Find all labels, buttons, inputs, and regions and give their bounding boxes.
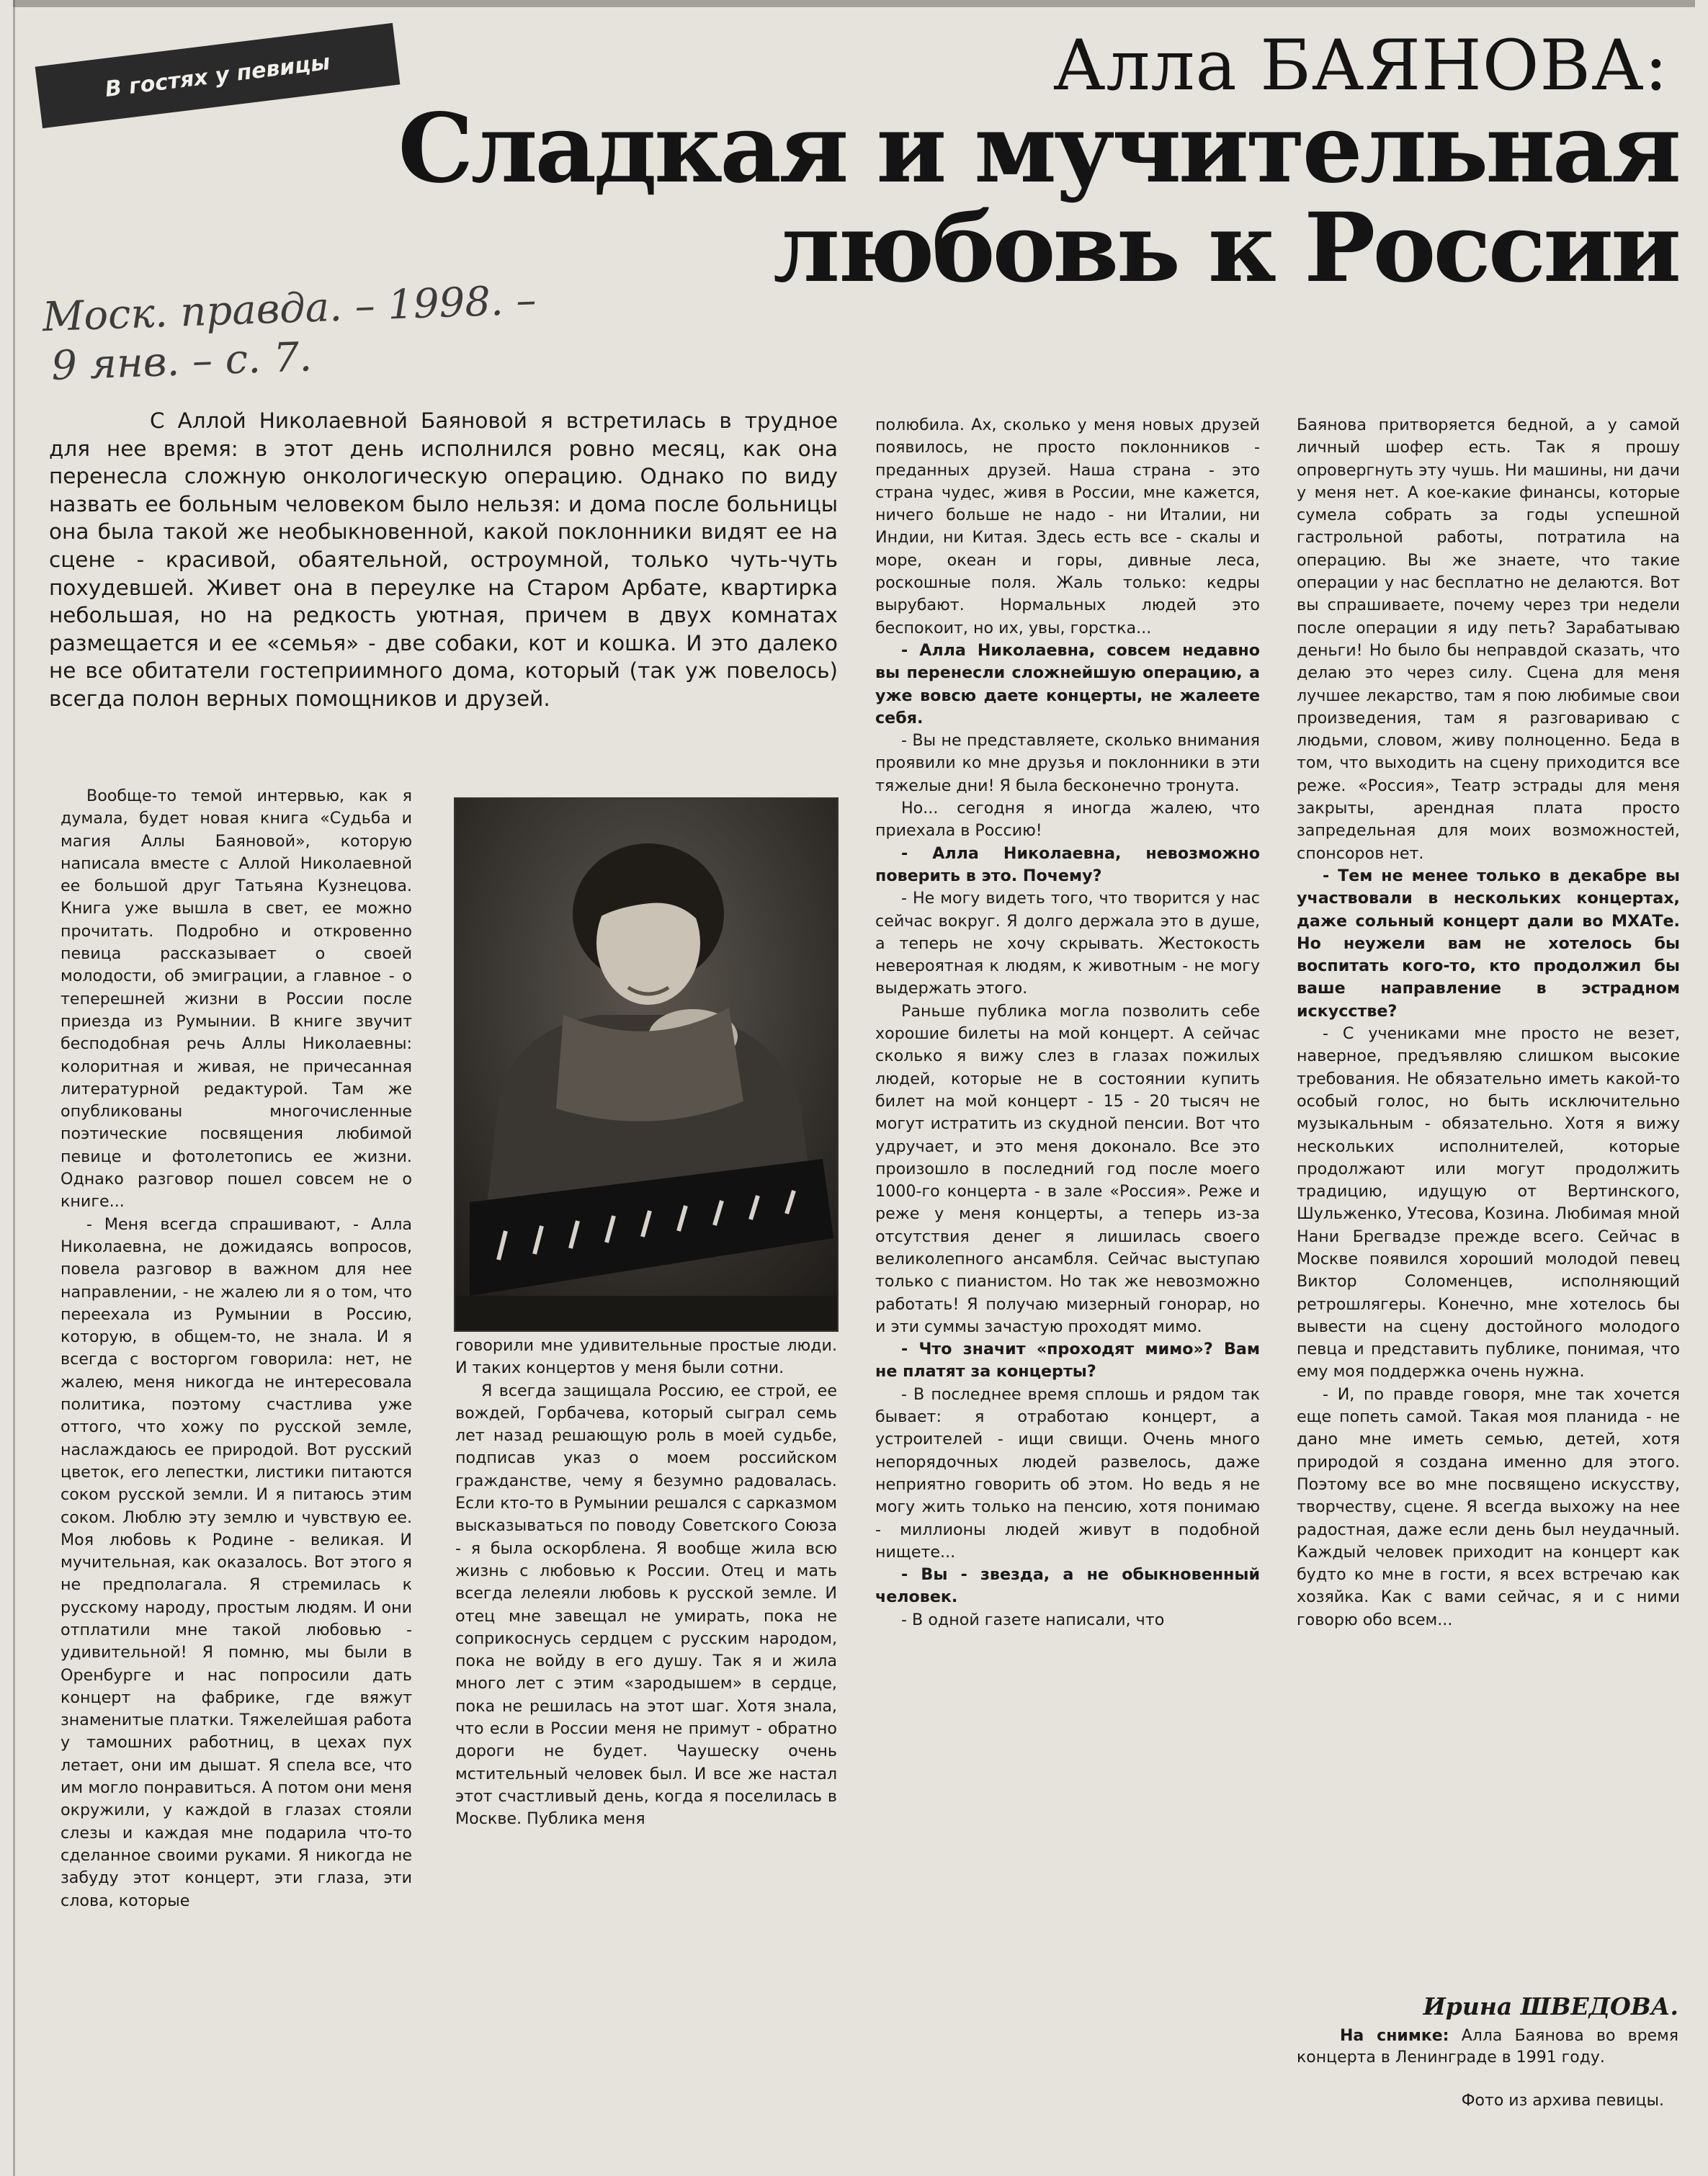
paragraph: - И, по правде говоря, мне так хочется еще попеть самой. Такая моя планида - не дано мне иметь семью, детей, хотя природой я создана именно для этого. Поэтому все во мне посвящено искусству, творчеству, сцене. Я всегда выхожу на нее радостная, даже если день был неудачный. Каждый человек приходит на концерт как будто ко мне в гости, я всех встречаю как хозяйка. Как с вами сейчас, я и с ними говорю обо всем...	[1297, 1384, 1680, 1629]
paragraph: говорили мне удивительные простые люди. И таких концертов у меня были сотни.	[455, 1336, 837, 1378]
paragraph: - С учениками мне просто не везет, наверное, предъявляю слишком высокие требования. Не обязательно иметь какой-то особый голос, но быть исключительно музыкальным - обязательно. Хотя я вижу нескольких исполнителей, которые продолжают или могут продолжить традицию, идущую от Вертинского, Шульженко, Утесова, Козина. Любимая мной Нани Брегвадзе прежде всего. Сейчас в Москве появился хороший молодой певец Виктор Соломенцев, исполняющий ретрошлягеры. Конечно, мне хотелось бы вывести на сцену достойного молодого певца и представить публике, понимая, что ему моя поддержка очень нужна.	[1297, 1024, 1680, 1382]
headline	[223, 93, 1678, 304]
headline-line-2: любовь к России	[773, 192, 1678, 304]
paragraph: - Меня всегда спрашивают, - Алла Николаевна, не дожидаясь вопросов, повела разговор в важном для нее направлении, - не жалею ли я о том, что переехала из Румынии в Россию, которую, в общем-то, не знала. И я всегда с восторгом говорила: нет, не жалею, меня никогда не интересовала политика, поэтому счастлива уже оттого, что хожу по русской земле, наслаждаюсь ее природой. Вот русский цветок, его лепестки, листики питаются соком русской земли. И я питаюсь этим соком. Люблю эту землю и чувствую ее. Моя любовь к Родине - великая. И мучительная, как оказалось. Вот этого я не предполагала. Я стремилась к русскому народу, простым людям. И они отплатили мне такой любовью - удивительной! Я помню, мы были в Оренбурге и нас попросили дать концерт на фабрике, где вяжут знаменитые платки. Тяжелейшая работа у тамошних работниц, в цехах пух летает, они им дышат. Я спела все, что им могло понравиться. А потом они меня окружили, у каждой в глазах стояли слезы и каждая мне подарила что-то сделанное своими руками. Я никогда не забуду этот концерт, эти глаза, эти слова, которые	[61, 1214, 412, 1910]
top-border-rule	[13, 0, 1695, 7]
singer-photo	[454, 797, 839, 1332]
paragraph: Баянова притворяется бедной, а у самой личный шофер есть. Так я прошу опровергнуть эту чушь. Ни машины, ни дачи у меня нет. А кое-какие финансы, которые сумела собрать за годы успешной гастрольной работы, потратила на операцию. Вы же знаете, что такие операции у нас бесплатно не делаются. Вот вы спрашиваете, почему через три недели после операции я иду петь? Зарабатываю деньги! Но было бы неправдой сказать, что делаю это через силу. Сцена для меня лучшее лекарство, там я пою любимые свои произведения, там я разговариваю с людьми, словом, живу полноценно. Беда в том, что выходить на сцену приходится все реже. «Россия», Театр эстрады для меня закрыты, арендная плата просто запредельная для моих возможностей, спонсоров нет.	[1297, 416, 1680, 863]
interviewer-question: - Алла Николаевна, невозможно поверить в это. Почему?	[875, 843, 1260, 885]
caption-label: На снимке:	[1340, 2027, 1449, 2045]
paragraph: Раньше публика могла позволить себе хорошие билеты на мой концерт. А сейчас сколько я вижу слез в глазах пожилых людей, которые не в состоянии купить билет на мой концерт - 15 - 20 тысяч не могут истратить из скудной пенсии. Вот что удручает, и это меня доконало. Все это произошло в последний год после моего 1000-го концерта - в зале «Россия». Реже и реже у меня концерты, а теперь из-за отсутствия денег я лишилась своего великолепного ансамбля. Сейчас выступаю только с пианистом. Но так же невозможно работать! Я получаю мизерный гонорар, но и эти суммы зачастую проходят мимо.	[875, 1001, 1260, 1336]
paragraph: - Вы не представляете, сколько внимания проявили ко мне друзья и поклонники в эти тяжелые дни! Я была бесконечно тронута.	[875, 731, 1260, 795]
caption-text: Алла Баянова во время концерта в Ленинграде в 1991 году.	[1297, 2027, 1678, 2067]
article-column-3	[875, 414, 1260, 1631]
handwritten-source-note	[42, 276, 549, 391]
paragraph: Я всегда защищала Россию, ее строй, ее вождей, Горбачева, который сыграл семь лет назад решающую роль в моей судьбе, подписав указ о моем российском гражданстве, чему я безумно радовалась. Если кто-то в Румынии решался с сарказмом высказываться по поводу Советского Союза - я была оскорблена. Я вообще жила всю жизнь с любовью к России. Отец и мать всегда лелеяли любовь к русской земле. И отец мне завещал не умирать, пока не соприкоснусь сердцем с русским народом, пока не войду в его душу. Так я и жила много лет с этим «зародышем» в сердце, пока не решилась на этот шаг. Хотя знала, что если в России меня не примут - обратно дороги не будет. Чаушеску очень мстительный человек был. И все же настал этот счастливый день, когда я поселилась в Москве. Публика меня	[455, 1381, 837, 1829]
singer-photo-illustration	[455, 799, 837, 1330]
headline-line-1: Сладкая и мучительная	[398, 93, 1678, 205]
interviewer-question: - Алла Николаевна, совсем недавно вы перенесли сложнейшую операцию, а уже вовсю даете концерты, не жалеете себя.	[875, 640, 1260, 727]
handwritten-note-line-2: 9 янв. – с. 7.	[50, 333, 313, 390]
interviewer-question: - Тем не менее только в декабре вы участвовали в нескольких концертах, даже сольный концерт дали во МХАТе. Но неужели вам не хотелось бы воспитать кого-то, кто продолжил бы ваше направление в эстрадном искусстве?	[1297, 866, 1680, 1021]
headline-kicker: Алла БАЯНОВА:	[1052, 25, 1668, 106]
interviewer-question: - Что значит «проходят мимо»? Вам не платят за концерты?	[875, 1340, 1260, 1382]
article-column-4	[1297, 414, 1680, 1631]
article-column-1	[61, 785, 412, 1912]
photo-credit: Фото из архива певицы.	[1461, 2092, 1664, 2110]
section-rubric-label: В гостях у певицы	[103, 49, 332, 102]
paragraph: - В последнее время сплошь и рядом так бывает: я отработаю концерт, а устроителей - ищи свищи. Очень много непорядочных людей развелось, даже неприятно говорить об этом. Но ведь я не могу жить только на пенсию, хотя понимаю - миллионы людей живут в подобной нищете...	[875, 1384, 1260, 1562]
photo-caption	[1297, 2025, 1678, 2069]
paragraph: Но... сегодня я иногда жалею, что приехала в Россию!	[875, 799, 1260, 841]
paragraph: - Не могу видеть того, что творится у нас сейчас вокруг. Я долго держала это в душе, а теперь не хочу скрывать. Жестокость невероятная к людям, к животным - не могу выдержать этого.	[875, 889, 1260, 998]
article-column-2	[455, 1335, 837, 1831]
left-border-rule	[13, 0, 15, 2176]
paragraph: Вообще-то темой интервью, как я думала, будет новая книга «Судьба и магия Аллы Баяновой», которую написала вместе с Аллой Николаевной ее большой друг Татьяна Кузнецова. Книга уже вышла в свет, ее можно прочитать. Подробно и откровенно певица рассказывает о своей молодости, об эмиграции, а главное - о теперешней жизни в России после приезда из Румынии. В книге звучит бесподобная речь Аллы Николаевны: колоритная и живая, не причесанная литературной редактурой. Там же опубликованы многочисленные поэтические посвящения любимой певице и фотолетопись ее жизни. Однако разговор пошел совсем не о книге...	[61, 787, 412, 1212]
lead-paragraph: С Аллой Николаевной Баяновой я встретилась в трудное для нее время: в этот день исполнился ровно месяц, как она перенесла сложную онкологическую операцию. Однако по виду назвать ее больным человеком было нельзя: и дома после больницы она была такой же необыкновенной, какой поклонники видят ее на сцене - красивой, обаятельной, остроумной, только чуть-чуть похудевшей. Живет она в переулке на Старом Арбате, квартирка небольшая, но на редкость уютная, причем в двух комнатах размещается и ее «семья» - две собаки, кот и кошка. И это далеко не все обитатели гостеприимного дома, который (так уж повелось) всегда полон верных помощников и друзей.	[49, 408, 838, 711]
paragraph: полюбила. Ах, сколько у меня новых друзей появилось, не просто поклонников - преданных друзей. Наша страна - это страна чудес, живя в России, мне кажется, ничего больше не надо - ни Италии, ни Индии, ни Китая. Здесь есть все - скалы и море, океан и горы, дивные леса, роскошные поля. Жаль только: кедры вырубают. Нормальных людей это беспокоит, но их, увы, горстка...	[875, 416, 1260, 637]
paragraph: - В одной газете написали, что	[901, 1610, 1165, 1629]
handwritten-note-line-1: Моск. правда. – 1998. –	[41, 277, 537, 341]
interviewer-question: - Вы - звезда, а не обыкновенный человек.	[875, 1565, 1260, 1607]
author-byline: Ирина ШВЕДОВА.	[1423, 1992, 1678, 2020]
